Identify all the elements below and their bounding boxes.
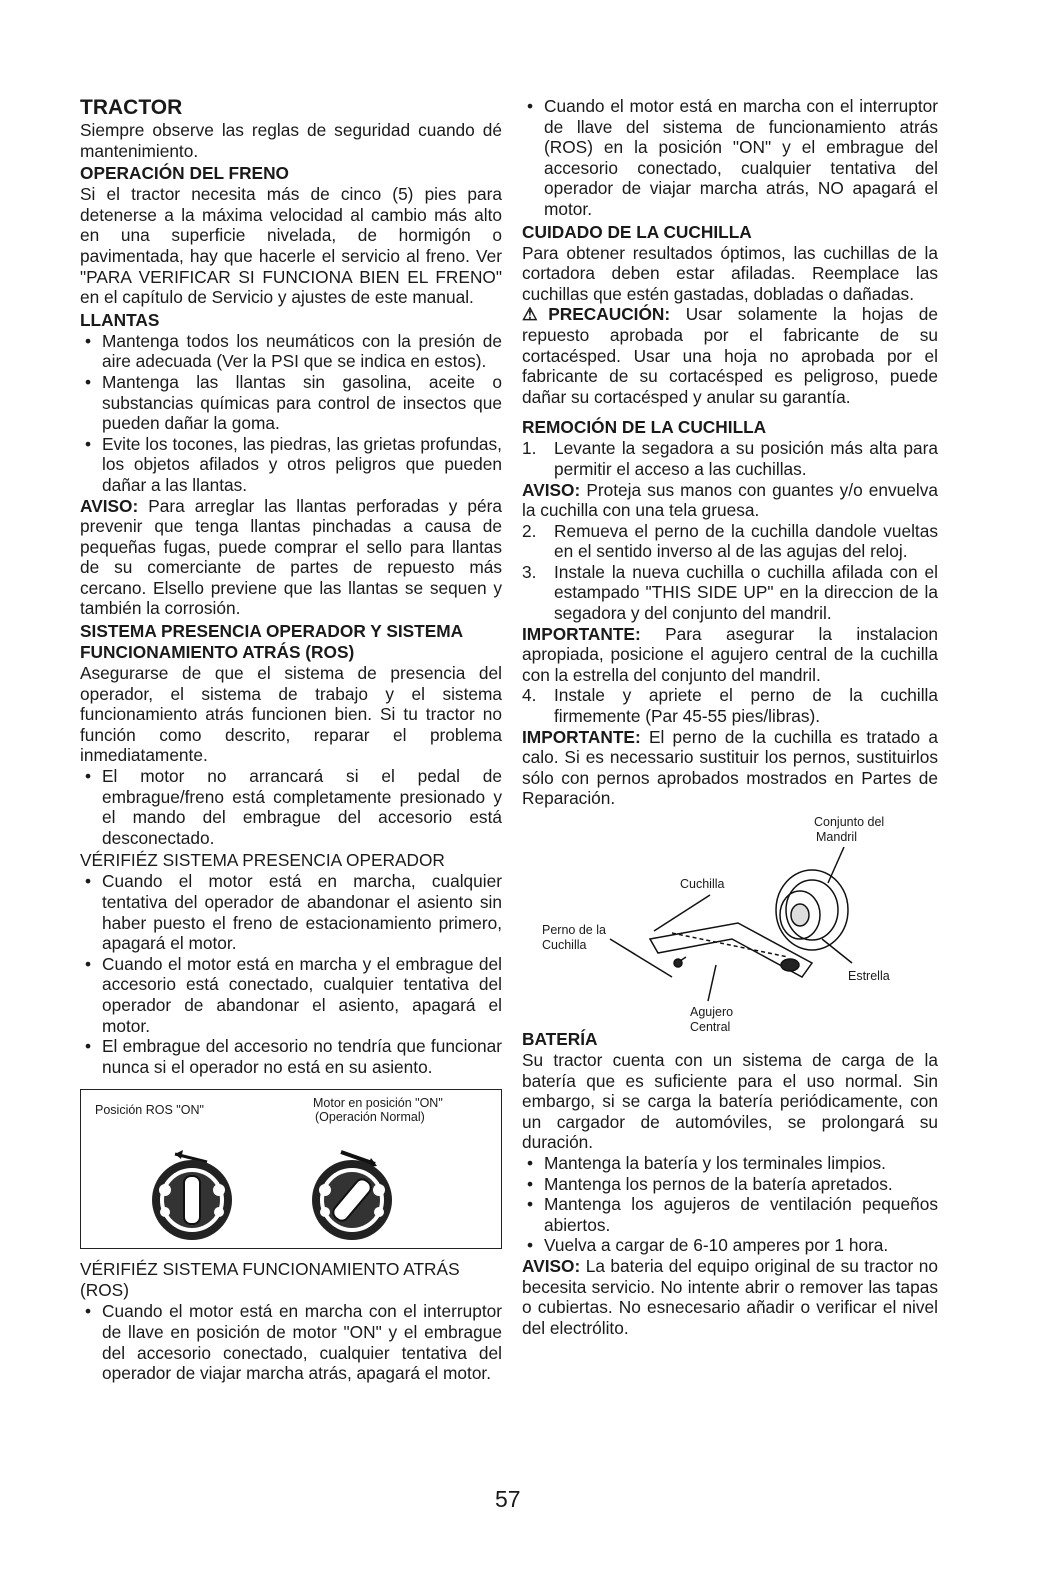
notice-text: Proteja sus manos con guantes y/o envuelva la cuchilla con una tela gruesa.	[522, 479, 938, 521]
blade-caution	[522, 304, 938, 407]
list-item: • Vuelva a cargar de 6-10 amperes por 1 hora.	[522, 1235, 938, 1256]
label-perno: Perno de la	[542, 923, 606, 937]
notice-text: Para arreglar las llantas perforadas y péra prevenir que tenga llantas pinchadas a causa de pequeñas fugas, puede comprar el sello para llantas de su comerciante de partes de repuesto más cercano. Elsello previene que las llantas se sequen y también la corrosión.	[80, 495, 503, 619]
section-title: TRACTOR	[80, 96, 183, 119]
blade-spindle-illustration	[522, 815, 938, 1007]
brake-text: Si el tractor necesita más de cinco (5) pies para detenerse a la máxima velocidad al cambio más alto en una superficie nivelada, de hormigón o pavimentada, hay que hacerle el servicio al freno. Ver "PARA VERIFICAR SI FUNCIONA BIEN EL FRENO" en el capítulo de Servicio y ajustes de este manual.	[80, 184, 502, 308]
ros-check-heading: VÉRIFIÉZ SISTEMA FUNCIONAMIENTO ATRÁS (ROS)	[80, 1259, 460, 1301]
important-label: IMPORTANTE:	[522, 726, 641, 747]
list-item: • Mantenga las llantas sin gasolina, aceite o substancias químicas para control de insectos que pueden dañar la goma.	[80, 372, 502, 434]
figure-label-motor-on: Motor en posición "ON"	[313, 1096, 443, 1111]
caution-text: Usar solamente la hojas de repuesto aprobada por el fabricante de su cortacésped. Usar una hoja no aprobada por el fabricante de su cortacésped es peligroso, puede dañar su cortacésped y anular su garantía.	[522, 304, 938, 407]
important-text: El perno de la cuchilla es tratado a calo. Si es necessario sustituir los pernos, sustituirlos sólo con pernos aprobados mostrados en Partes de Reparación.	[522, 726, 938, 809]
figure-label-normal: (Operación Normal)	[315, 1110, 425, 1125]
list-item: 4. Instale y apriete el perno de la cuchilla firmemente (Par 45-55 pies/libras).	[522, 685, 938, 727]
important-label: IMPORTANTE:	[522, 623, 641, 644]
ros-list	[80, 766, 502, 848]
tires-list	[80, 331, 502, 496]
battery-list	[522, 1153, 938, 1256]
caution-label: PRECAUCIÓN:	[548, 304, 671, 325]
list-item: • Cuando el motor está en marcha, cualquier tentativa del operador de abandonar el asiento sin haber puesto el freno de estacionamiento primero, apagará el motor.	[80, 871, 502, 953]
ros-text: Asegurarse de que el sistema de presencia del operador, el sistema de trabajo y el sistema funcionamiento atrás funcionen bien. Si tu tractor no función como descrito, reparar el problema inmediatamente.	[80, 663, 502, 766]
blade-removal-heading: REMOCIÓN DE LA CUCHILLA	[522, 417, 767, 438]
important-note-1	[522, 624, 938, 686]
ros-check-list	[80, 1301, 502, 1383]
notice-label: AVISO:	[522, 479, 581, 500]
list-item: • Mantenga los pernos de la batería apretados.	[522, 1174, 938, 1195]
notice-text: La bateria del equipo original de su tractor no becesita servicio. No intente abrir o remover las tapas o cubiertas. No esnecesario añadir o verificar el nivel del electrólito.	[522, 1255, 938, 1338]
figure-label-ros-on: Posición ROS "ON"	[95, 1103, 204, 1118]
label-conjunto: Conjunto del	[814, 815, 885, 829]
tires-notice	[80, 496, 502, 620]
intro-text: Siempre observe las reglas de seguridad cuando dé mantenimiento.	[80, 120, 502, 161]
list-item: • Mantenga todos los neumáticos con la presión de aire adecuada (Ver la PSI que se indica en estos).	[80, 331, 502, 372]
list-item: • El motor no arrancará si el pedal de embrague/freno está completamente presionado y el mando del embrague del accesorio está desconectado.	[80, 766, 502, 848]
battery-text: Su tractor cuenta con un sistema de carga de la batería que es suficiente para el uso normal. Sin embargo, si se carga la batería periódicamente, con un cargador de automóviles, se prolongará su duración.	[522, 1050, 938, 1153]
operator-presence-list	[80, 871, 502, 1077]
list-item: • Mantenga la batería y los terminales limpios.	[522, 1153, 938, 1174]
ros-key-figure	[80, 1089, 502, 1249]
important-note-2	[522, 727, 938, 809]
blade-diagram	[522, 815, 938, 1034]
label-cuchilla: Cuchilla	[680, 877, 725, 891]
blade-care-text: Para obtener resultados óptimos, las cuchillas de la cortadora deben estar afiladas. Reemplace las cuchillas que estén gastadas, dobladas o dañadas.	[522, 242, 938, 304]
removal-steps-b	[522, 521, 938, 624]
list-item: • Cuando el motor está en marcha con el interruptor de llave en posición de motor "ON" y el embrague del accesorio conectado, cualquier tentativa del operador de viajar marcha atrás, apagará el motor.	[80, 1301, 502, 1383]
page-number: 57	[495, 1486, 521, 1512]
removal-steps-a	[522, 438, 938, 479]
blade-care-heading: CUIDADO DE LA CUCHILLA	[522, 221, 752, 242]
list-item: • Cuando el motor está en marcha y el embrague del accesorio está conectado, cualquier tentativa del operador de abandonar el asiento, apagará el motor.	[80, 954, 502, 1036]
notice-label: AVISO:	[522, 1255, 581, 1276]
label-central: Central	[690, 1020, 731, 1034]
list-item: • Mantenga los agujeros de ventilación pequeños abiertos.	[522, 1194, 938, 1235]
top-list	[522, 96, 938, 220]
label-mandril: Mandril	[816, 830, 857, 844]
list-item: 2. Remueva el perno de la cuchilla dandole vueltas en el sentido inverso al de las agujas del reloj.	[522, 520, 938, 562]
battery-notice	[522, 1256, 938, 1338]
motor-key-switch-icon	[297, 1150, 407, 1242]
tires-heading: LLANTAS	[80, 309, 160, 330]
warning-icon: ⚠	[522, 304, 549, 325]
notice-label: AVISO:	[80, 495, 139, 516]
operator-presence-heading: VÉRIFIÉZ SISTEMA PRESENCIA OPERADOR	[80, 850, 445, 871]
list-item: • Cuando el motor está en marcha con el interruptor de llave del sistema de funcionamiento atrás (ROS) en la posición "ON" y el embrague del accesorio conectado, cualquier tentativa del operador de viajar marcha atrás, NO apagará el motor.	[522, 96, 938, 220]
list-item: 3. Instale la nueva cuchilla o cuchilla afilada con el estampado "THIS SIDE UP" en la direccion de la segadora y del conjunto del mandril.	[522, 561, 938, 624]
list-item: • El embrague del accesorio no tendría que funcionar nunca si el operador no está en su asiento.	[80, 1036, 502, 1077]
label-estrella: Estrella	[848, 969, 890, 983]
list-item: 1. Levante la segadora a su posición más alta para permitir el acceso a las cuchillas.	[522, 438, 938, 479]
important-text: Para asegurar la instalacion apropiada, posicione el agujero central de la cuchilla con la estrella del conjunto del mandril.	[522, 623, 938, 685]
right-column	[522, 96, 938, 1338]
ros-key-switch-icon	[137, 1150, 247, 1242]
left-column	[80, 96, 502, 1384]
ros-heading: SISTEMA PRESENCIA OPERADOR Y SISTEMA FUNCIONAMIENTO ATRÁS (ROS)	[80, 621, 463, 663]
label-agujero: Agujero	[690, 1005, 734, 1019]
battery-heading: BATERÍA	[522, 1029, 598, 1049]
label-perno-2: Cuchilla	[542, 938, 587, 952]
removal-notice	[522, 480, 938, 521]
brake-heading: OPERACIÓN DEL FRENO	[80, 163, 289, 184]
removal-steps-c	[522, 685, 938, 726]
list-item: • Evite los tocones, las piedras, las grietas profundas, los objetos afilados y otros peligros que pueden dañar a las llantas.	[80, 434, 502, 496]
